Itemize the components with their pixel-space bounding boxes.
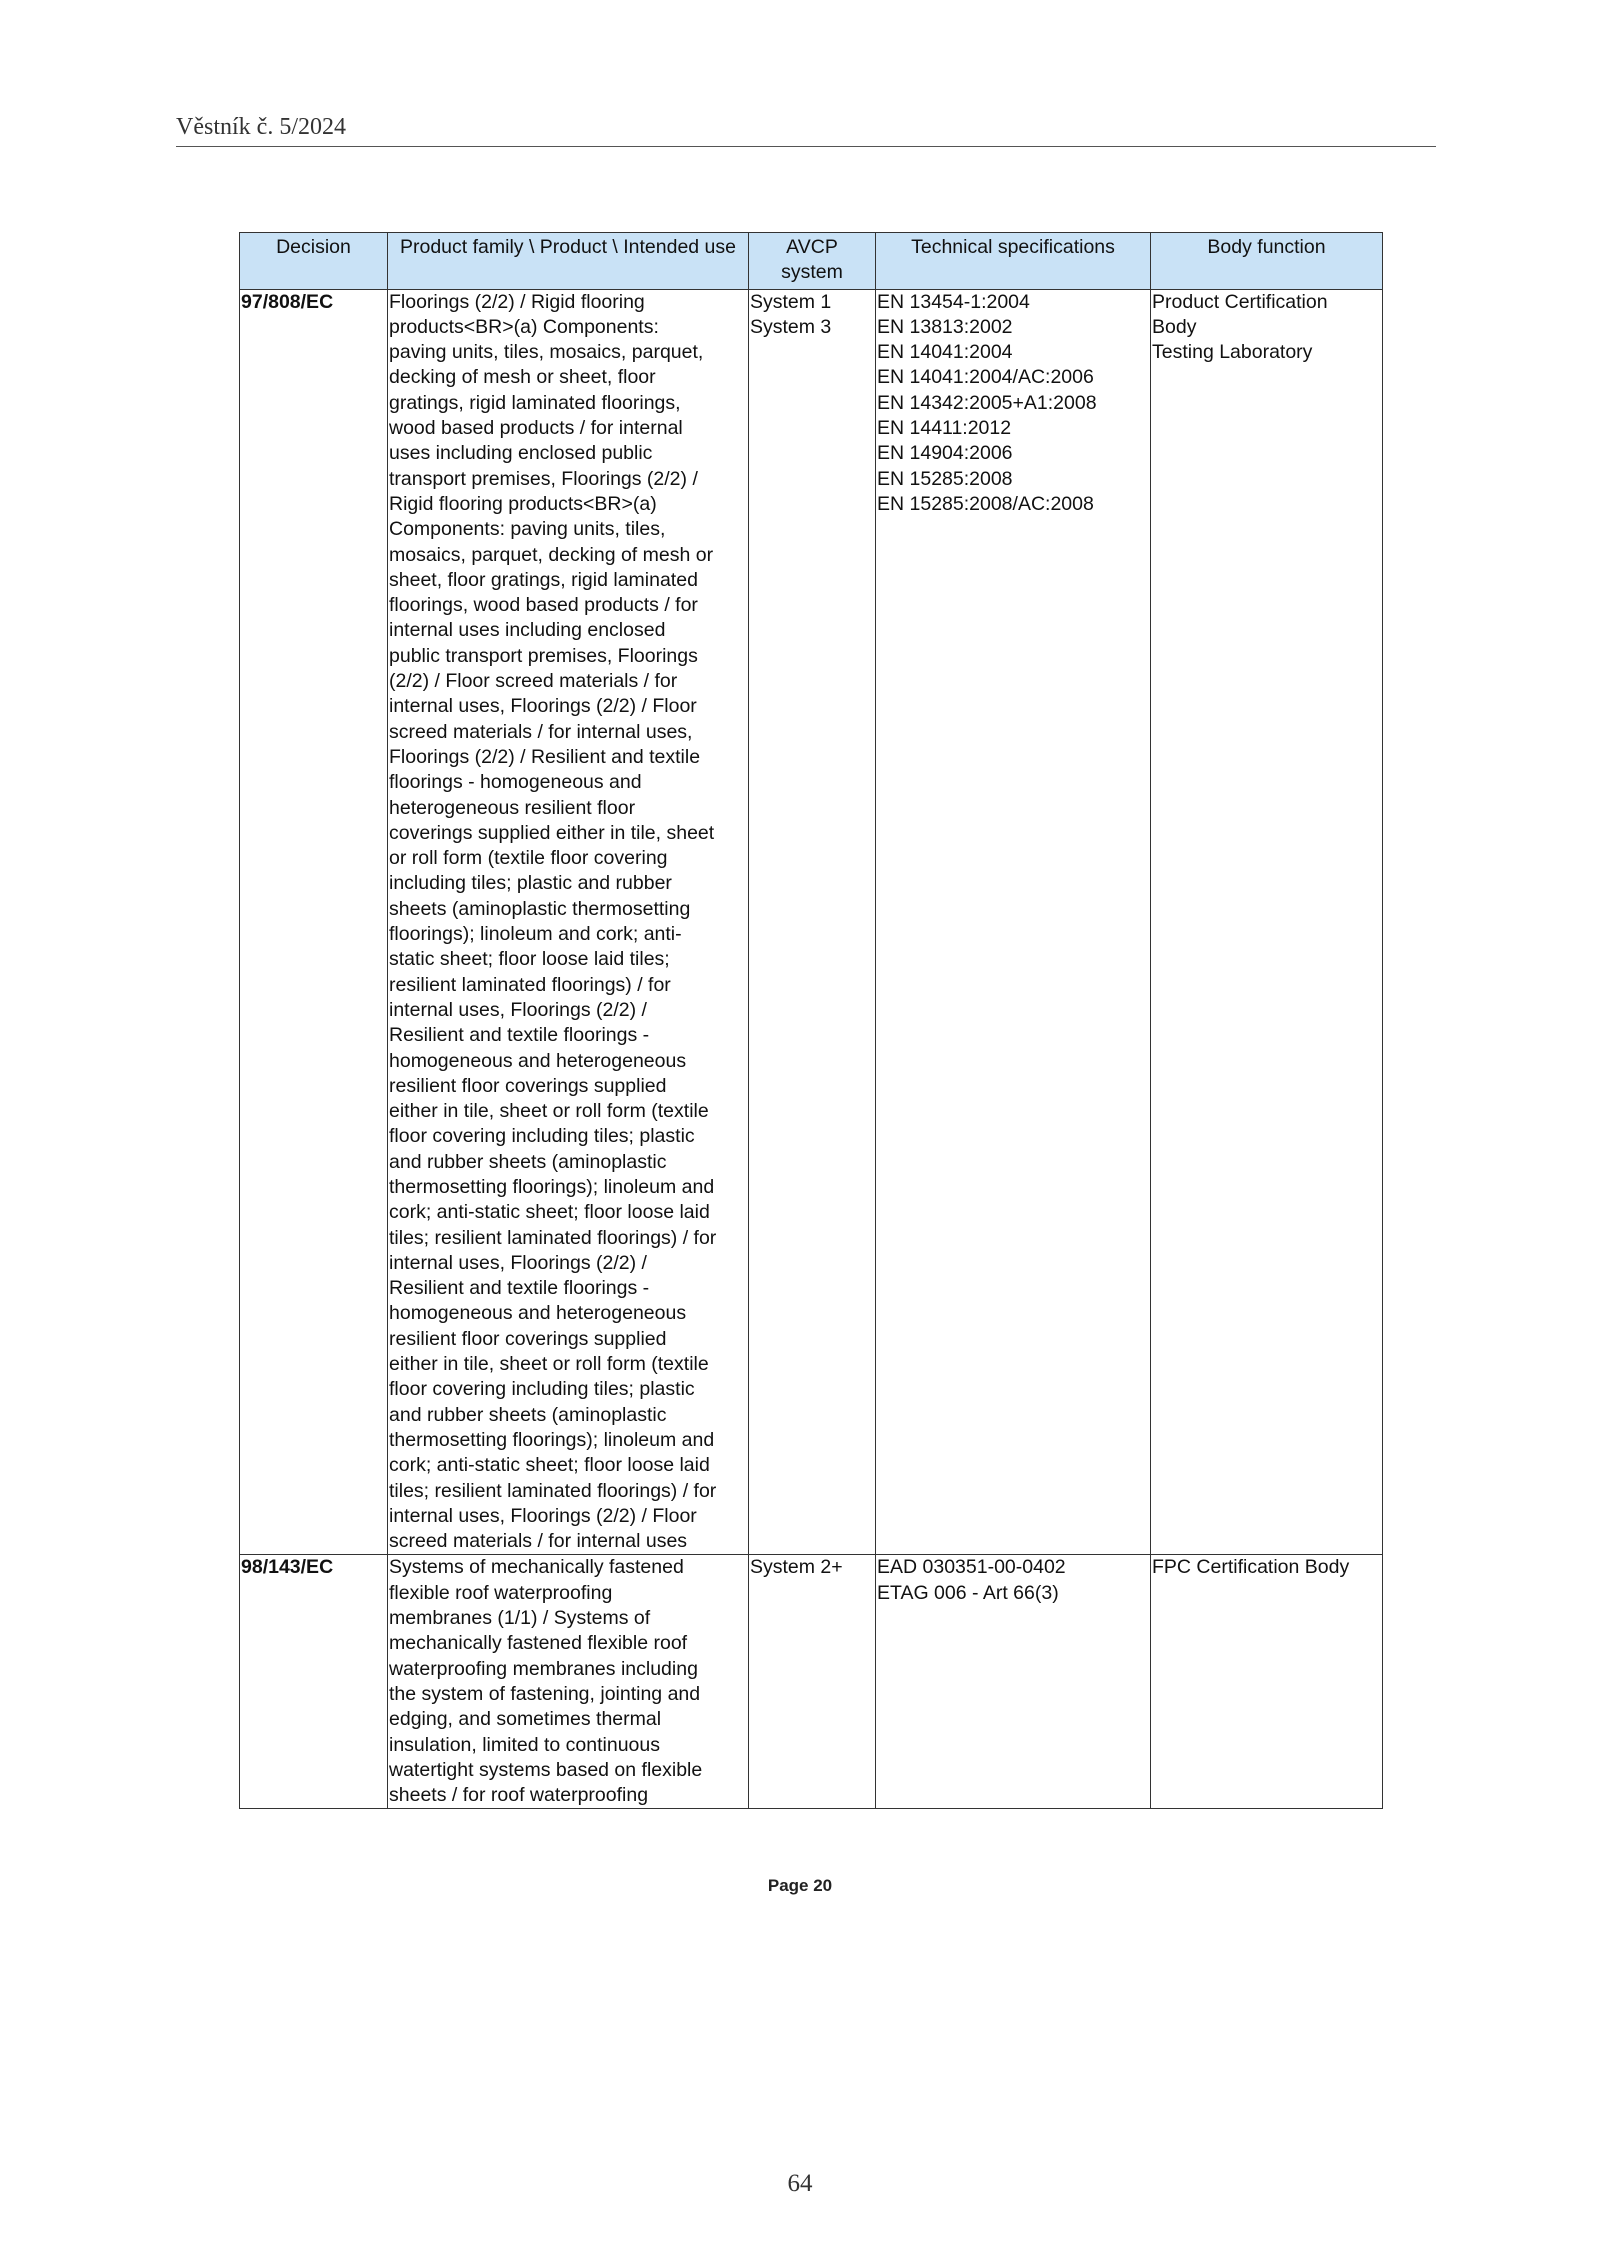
product-family-cell-line: resilient laminated floorings) / for [389, 973, 671, 996]
product-family-cell-line: watertight systems based on flexible [389, 1758, 703, 1781]
product-family-cell-line: tiles; resilient laminated floorings) / for [389, 1226, 717, 1249]
product-family-cell-line: paving units, tiles, mosaics, parquet, [389, 341, 704, 364]
technical-specifications-cell-line: EN 15285:2008 [877, 467, 1013, 490]
body-function-cell [1151, 289, 1383, 1555]
product-family-cell-line: floorings, wood based products / for [389, 594, 698, 617]
product-family-cell-line: heterogeneous resilient floor [389, 796, 636, 819]
product-family-cell [388, 289, 749, 1555]
product-family-cell-line: floorings - homogeneous and [389, 771, 642, 794]
product-family-cell-line: or roll form (textile floor covering [389, 847, 668, 870]
column-header-technical-specifications: Technical specifications [876, 233, 1151, 290]
avcp-system-cell [749, 289, 876, 1555]
column-header-avcp: AVCP system [749, 233, 876, 290]
technical-specifications-cell-line: EAD 030351-00-0402 [877, 1556, 1066, 1579]
product-family-cell-line: floor covering including tiles; plastic [389, 1125, 695, 1148]
product-family-cell-line: thermosetting floorings); linoleum and [389, 1175, 715, 1198]
product-family-cell-line: screed materials / for internal uses, [389, 720, 693, 743]
product-family-cell-line: Resilient and textile floorings - [389, 1024, 650, 1047]
product-family-cell-line: the system of fastening, jointing and [389, 1682, 701, 1705]
product-family-cell-line: Floorings (2/2) / Rigid flooring [389, 290, 645, 313]
product-family-cell-line: cork; anti-static sheet; floor loose laid [389, 1201, 710, 1224]
product-family-cell-line: floorings); linoleum and cork; anti- [389, 923, 682, 946]
journal-title: Věstník č. 5/2024 [176, 114, 346, 140]
product-family-cell-line: and rubber sheets (aminoplastic [389, 1403, 667, 1426]
product-family-cell-line: internal uses including enclosed [389, 619, 666, 642]
product-family-cell-line: tiles; resilient laminated floorings) / for [389, 1479, 717, 1502]
body-function-cell-line: Body [1152, 315, 1197, 338]
product-family-cell-line: floor covering including tiles; plastic [389, 1378, 695, 1401]
product-family-cell-line: sheets / for roof waterproofing [389, 1784, 649, 1807]
product-family-cell-line: (2/2) / Floor screed materials / for [389, 670, 678, 693]
product-family-cell-line: internal uses, Floorings (2/2) / [389, 1251, 647, 1274]
product-family-cell-line: membranes (1/1) / Systems of [389, 1607, 651, 1630]
product-family-cell-line: resilient floor coverings supplied [389, 1327, 667, 1350]
technical-specifications-cell [876, 289, 1151, 1555]
product-family-cell-line: mosaics, parquet, decking of mesh or [389, 543, 714, 566]
body-function-cell [1151, 1555, 1383, 1809]
decision-cell: 98/143/EC [240, 1555, 388, 1809]
body-function-cell-line: FPC Certification Body [1152, 1556, 1350, 1579]
product-family-cell-line: Floorings (2/2) / Resilient and textile [389, 745, 701, 768]
product-family-cell-line: Rigid flooring products<BR>(a) [389, 492, 657, 515]
product-family-cell-line: transport premises, Floorings (2/2) / [389, 467, 698, 490]
table-header-row [240, 233, 1383, 290]
technical-specifications-cell-line: EN 13454-1:2004 [877, 290, 1030, 313]
product-family-cell-line: screed materials / for internal uses [389, 1530, 688, 1553]
decisions-table [239, 232, 1383, 1809]
technical-specifications-cell-line: EN 14041:2004/AC:2006 [877, 366, 1094, 389]
product-family-cell-line: including tiles; plastic and rubber [389, 872, 672, 895]
product-family-cell-line: wood based products / for internal [389, 417, 683, 440]
table-body [240, 289, 1383, 1809]
product-family-cell-line: decking of mesh or sheet, floor [389, 366, 656, 389]
column-header-body-function: Body function [1151, 233, 1383, 290]
avcp-system-cell [749, 1555, 876, 1809]
technical-specifications-cell-line: EN 14342:2005+A1:2008 [877, 391, 1097, 414]
column-header-decision: Decision [240, 233, 388, 290]
product-family-cell-line: thermosetting floorings); linoleum and [389, 1428, 715, 1451]
product-family-cell-line: public transport premises, Floorings [389, 644, 698, 667]
product-family-cell-line: waterproofing membranes including [389, 1657, 698, 1680]
product-family-cell-line: and rubber sheets (aminoplastic [389, 1150, 667, 1173]
product-family-cell-line: internal uses, Floorings (2/2) / Floor [389, 1504, 697, 1527]
page-number: 64 [787, 2170, 813, 2197]
avcp-system-cell-line: System 1 [750, 290, 832, 313]
product-family-cell-line: uses including enclosed public [389, 442, 653, 465]
product-family-cell-line: gratings, rigid laminated floorings, [389, 391, 681, 414]
technical-specifications-cell-line: EN 14411:2012 [877, 417, 1012, 440]
product-family-cell-line: resilient floor coverings supplied [389, 1074, 667, 1097]
product-family-cell-line: homogeneous and heterogeneous [389, 1049, 687, 1072]
avcp-system-cell-line: System 3 [750, 315, 832, 338]
body-function-cell-line: Product Certification [1152, 290, 1328, 313]
product-family-cell-line: Systems of mechanically fastened [389, 1556, 684, 1579]
product-family-cell-line: internal uses, Floorings (2/2) / [389, 998, 647, 1021]
product-family-cell-line: either in tile, sheet or roll form (textile [389, 1353, 709, 1376]
product-family-cell-line: static sheet; floor loose laid tiles; [389, 948, 670, 971]
product-family-cell-line: either in tile, sheet or roll form (textile [389, 1100, 709, 1123]
product-family-cell-line: Components: paving units, tiles, [389, 518, 666, 541]
product-family-cell-line: cork; anti-static sheet; floor loose laid [389, 1454, 710, 1477]
product-family-cell-line: internal uses, Floorings (2/2) / Floor [389, 695, 697, 718]
technical-specifications-cell-line: EN 14904:2006 [877, 442, 1013, 465]
technical-specifications-cell [876, 1555, 1151, 1809]
technical-specifications-cell-line: EN 15285:2008/AC:2008 [877, 492, 1094, 515]
product-family-cell [388, 1555, 749, 1809]
product-family-cell-line: coverings supplied either in tile, sheet [389, 821, 715, 844]
product-family-cell-line: Resilient and textile floorings - [389, 1277, 650, 1300]
product-family-cell-line: flexible roof waterproofing [389, 1581, 613, 1604]
product-family-cell-line: sheet, floor gratings, rigid laminated [389, 568, 698, 591]
avcp-system-cell-line: System 2+ [750, 1556, 843, 1579]
table-row [240, 289, 1383, 1555]
product-family-cell-line: homogeneous and heterogeneous [389, 1302, 687, 1325]
technical-specifications-cell-line: EN 13813:2002 [877, 315, 1013, 338]
technical-specifications-cell-line: EN 14041:2004 [877, 341, 1013, 364]
product-family-cell-line: products<BR>(a) Components: [389, 315, 659, 338]
table-page-label: Page 20 [767, 1876, 833, 1895]
column-header-product-family: Product family \ Product \ Intended use [388, 233, 749, 290]
technical-specifications-cell-line: ETAG 006 - Art 66(3) [877, 1581, 1059, 1604]
table-row [240, 1555, 1383, 1809]
body-function-cell-line: Testing Laboratory [1152, 341, 1313, 364]
running-header [176, 114, 1436, 147]
decision-cell: 97/808/EC [240, 289, 388, 1555]
product-family-cell-line: edging, and sometimes thermal [389, 1708, 662, 1731]
product-family-cell-line: sheets (aminoplastic thermosetting [389, 897, 691, 920]
product-family-cell-line: insulation, limited to continuous [389, 1733, 660, 1756]
product-family-cell-line: mechanically fastened flexible roof [389, 1632, 688, 1655]
